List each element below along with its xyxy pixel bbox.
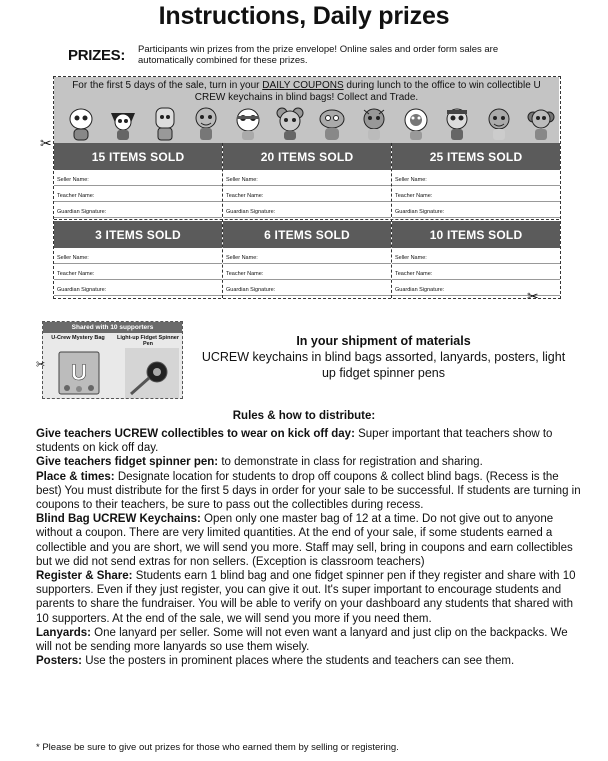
rule-heading: Place & times: bbox=[36, 470, 115, 483]
teacher-name-field[interactable]: Teacher Name: bbox=[392, 186, 560, 202]
prizes-label: PRIZES: bbox=[68, 47, 126, 64]
spinner-pen-icon bbox=[125, 348, 179, 398]
coupon-3-items bbox=[54, 221, 222, 296]
rule-item bbox=[36, 427, 586, 455]
coupon-6-items bbox=[223, 221, 391, 296]
cut-line bbox=[391, 143, 392, 298]
mascot-icon bbox=[484, 105, 514, 141]
rule-heading: Register & Share: bbox=[36, 570, 133, 583]
coupon-10-items bbox=[392, 221, 560, 296]
guardian-signature-field[interactable]: Guardian Signature: bbox=[392, 280, 560, 296]
teacher-name-field[interactable]: Teacher Name: bbox=[223, 264, 391, 280]
guardian-signature-field[interactable]: Guardian Signature: bbox=[223, 202, 391, 218]
rule-heading: Posters: bbox=[36, 655, 83, 668]
rule-item bbox=[36, 569, 586, 626]
seller-name-field[interactable]: Seller Name: bbox=[54, 248, 222, 264]
shipment-text: UCREW keychains in blind bags assorted, lanyards, posters, light up fidget spinner pens bbox=[201, 350, 566, 380]
shipment-section bbox=[196, 333, 571, 381]
scissors-icon: ✂ bbox=[36, 359, 46, 371]
coupon-heading: 25 ITEMS SOLD bbox=[392, 143, 560, 170]
mascot-icon bbox=[66, 105, 96, 141]
mascot-icon bbox=[233, 105, 263, 141]
rule-item bbox=[36, 470, 586, 513]
teacher-name-field[interactable]: Teacher Name: bbox=[392, 264, 560, 280]
mascot-icon bbox=[359, 105, 389, 141]
teacher-name-field[interactable]: Teacher Name: bbox=[223, 186, 391, 202]
seller-name-field[interactable]: Seller Name: bbox=[392, 248, 560, 264]
rule-heading: Lanyards: bbox=[36, 626, 91, 639]
mascot-row bbox=[66, 101, 556, 141]
svg-text:U: U bbox=[71, 360, 87, 385]
mascot-icon bbox=[191, 105, 221, 141]
guardian-signature-field[interactable]: Guardian Signature: bbox=[54, 202, 222, 218]
rule-item bbox=[36, 654, 586, 668]
rule-body: One lanyard per seller. Some will not even want a lanyard and just clip on the backpacks. We will not be sending more lanyards so use them wisely. bbox=[36, 626, 568, 654]
shipment-title: In your shipment of materials bbox=[296, 334, 471, 348]
mascot-icon bbox=[442, 105, 472, 141]
promo-header: Shared with 10 supporters bbox=[43, 322, 182, 333]
promo-card bbox=[42, 321, 183, 399]
rule-body: Use the posters in prominent places where the students and teachers can see them. bbox=[82, 655, 515, 668]
guardian-signature-field[interactable]: Guardian Signature: bbox=[392, 202, 560, 218]
mystery-bag-icon bbox=[55, 350, 103, 396]
mascot-icon bbox=[108, 105, 138, 141]
rule-item bbox=[36, 626, 586, 654]
seller-name-field[interactable]: Seller Name: bbox=[54, 170, 222, 186]
seller-name-field[interactable]: Seller Name: bbox=[392, 170, 560, 186]
seller-name-field[interactable]: Seller Name: bbox=[223, 170, 391, 186]
coupon-heading: 3 ITEMS SOLD bbox=[54, 221, 222, 248]
scissors-icon: ✂ bbox=[527, 288, 539, 304]
footnote: * Please be sure to give out prizes for those who earned them by selling or registering. bbox=[36, 742, 399, 753]
teacher-name-field[interactable]: Teacher Name: bbox=[54, 264, 222, 280]
coupon-heading: 6 ITEMS SOLD bbox=[223, 221, 391, 248]
rule-item bbox=[36, 455, 586, 469]
rule-item bbox=[36, 512, 586, 569]
coupon-heading: 20 ITEMS SOLD bbox=[223, 143, 391, 170]
coupon-20-items bbox=[223, 143, 391, 218]
coupon-25-items bbox=[392, 143, 560, 218]
mascot-icon bbox=[401, 105, 431, 141]
coupon-15-items bbox=[54, 143, 222, 218]
prizes-text: Participants win prizes from the prize envelope! Online sales and order form sales are automatically combined for these prizes. bbox=[138, 44, 499, 66]
rule-body: Super important that teachers show to students on kick off day. bbox=[36, 428, 553, 455]
daily-coupons-text: DAILY COUPONS bbox=[262, 80, 344, 91]
mascot-icon bbox=[317, 105, 347, 141]
mystery-bag-label: U-Crew Mystery Bag bbox=[51, 335, 105, 341]
rule-body: to demonstrate in class for registration and sharing. bbox=[218, 456, 483, 469]
coupon-banner bbox=[54, 77, 559, 143]
mascot-icon bbox=[150, 105, 180, 141]
guardian-signature-field[interactable]: Guardian Signature: bbox=[54, 280, 222, 296]
mascot-icon bbox=[275, 105, 305, 141]
rule-heading: Blind Bag UCREW Keychains: bbox=[36, 513, 201, 526]
coupon-sheet bbox=[53, 76, 561, 299]
rules-title: Rules & how to distribute: bbox=[232, 410, 376, 422]
cut-line bbox=[54, 219, 559, 220]
banner-text: For the first 5 days of the sale, turn in your DAILY COUPONS during lunch to the office to win collectible U CREW keychains in blind bags! Collect and Trade. bbox=[72, 80, 541, 103]
guardian-signature-field[interactable]: Guardian Signature: bbox=[223, 280, 391, 296]
teacher-name-field[interactable]: Teacher Name: bbox=[54, 186, 222, 202]
rule-body: Designate location for students to drop off coupons & collect blind bags. (Recess is the best) You must distribute for the first 5 days in order for your sale to be successful. If students are turning in coupons to their teachers, be sure to pass out the collectibles during recess. bbox=[36, 470, 581, 512]
scissors-icon: ✂ bbox=[40, 135, 52, 151]
rule-body: Students earn 1 blind bag and one fidget spinner pen if they register and share with 10 supporters. Even if they just register, you can give it out. It's super important to encourage students and parents to share the fundraiser. You will be able to verify on your dashboard any students that shared with 10 supporters. At the end of the sale, we will send you more if you need them. bbox=[36, 570, 576, 625]
mascot-icon bbox=[526, 105, 556, 141]
rule-body: Open only one master bag of 12 at a time. Do not give out to anyone without a coupon. There are very limited quantities. At the end of your sale, if some students earned a collectible and you are short, we will send you more. Staff may sell, bring in coupons and earn collectibles but we did not send extras for non sellers. (Exception is classroom teachers) bbox=[36, 513, 573, 568]
seller-name-field[interactable]: Seller Name: bbox=[223, 248, 391, 264]
rule-heading: Give teachers fidget spinner pen: bbox=[36, 456, 219, 469]
coupon-heading: 10 ITEMS SOLD bbox=[392, 221, 560, 248]
rule-heading: Give teachers UCREW collectibles to wear on kick off day: bbox=[36, 428, 355, 440]
page-title: Instructions, Daily prizes bbox=[158, 2, 450, 30]
rules-list bbox=[36, 427, 586, 668]
coupon-heading: 15 ITEMS SOLD bbox=[54, 143, 222, 170]
spinner-pen-label: Light-up Fidget Spinner Pen bbox=[116, 335, 180, 347]
cut-line bbox=[222, 143, 223, 298]
